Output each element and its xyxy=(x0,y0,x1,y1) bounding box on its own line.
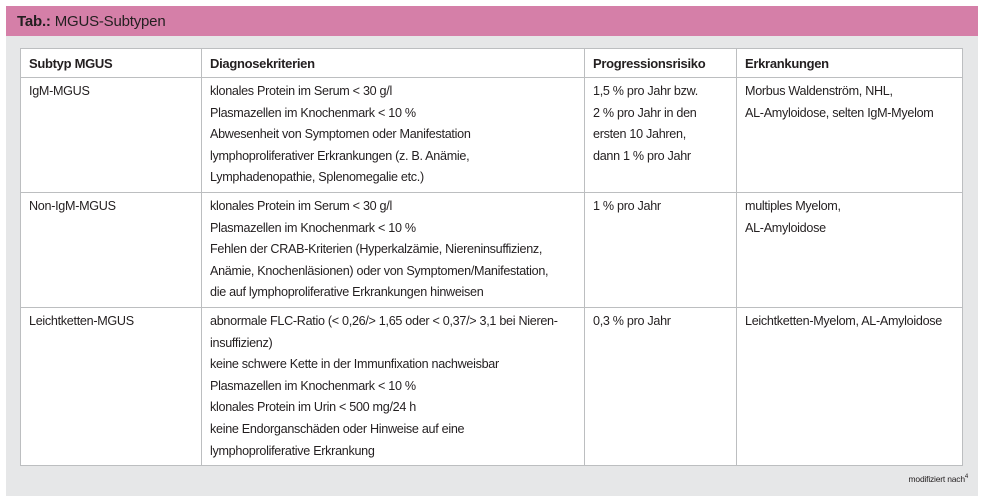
criteria-line: Anämie, Knochenläsionen) oder von Symptomen/Manifestation, xyxy=(210,263,549,278)
table-row xyxy=(21,307,963,465)
criteria-line: Plasmazellen im Knochenmark < 10 % xyxy=(210,378,416,393)
cell-subtype xyxy=(21,78,202,193)
criteria-line: lymphoproliferative Erkrankung xyxy=(210,443,375,458)
source-note-ref: 4 xyxy=(964,474,968,481)
criteria-line: Fehlen der CRAB-Kriterien (Hyperkalzämie, Niereninsuffizienz, xyxy=(210,242,543,257)
criteria-line: lymphoproliferativer Erkrankungen (z. B. Anämie, xyxy=(210,148,470,163)
criteria-line: klonales Protein im Urin < 500 mg/24 h xyxy=(210,400,416,415)
risk-line: 1,5 % pro Jahr bzw. xyxy=(593,84,698,98)
mgus-subtypes-table xyxy=(20,48,963,466)
criteria-line: keine schwere Kette in der Immunfixation nachweisbar xyxy=(210,357,499,372)
criteria-line: die auf lymphoproliferative Erkrankungen hinweisen xyxy=(210,285,484,300)
cell-risk xyxy=(585,192,737,307)
table-title-bar xyxy=(6,6,978,36)
criteria-line: klonales Protein im Serum < 30 g/l xyxy=(210,198,392,213)
subtype-label: Non-IgM-MGUS xyxy=(29,198,116,213)
header-subtype: Subtyp MGUS xyxy=(21,49,202,78)
source-note xyxy=(909,474,968,484)
cell-criteria xyxy=(202,307,585,465)
table-title: MGUS-Subtypen xyxy=(54,12,166,30)
table-panel xyxy=(6,36,978,496)
criteria-line: abnormale FLC-Ratio (< 0,26/> 1,65 oder < 0,37/> 3,1 bei Nieren- xyxy=(210,313,558,328)
table-title-prefix: Tab.: xyxy=(17,12,51,30)
header-criteria: Diagnosekriterien xyxy=(202,49,585,78)
subtype-label: Leichtketten-MGUS xyxy=(29,313,134,328)
cell-diseases xyxy=(737,192,963,307)
criteria-line: Lymphadenopathie, Splenomegalie etc.) xyxy=(210,170,424,185)
cell-diseases xyxy=(737,307,963,465)
risk-line: 1 % pro Jahr xyxy=(593,198,661,213)
header-risk: Progressionsrisiko xyxy=(585,49,737,78)
cell-criteria xyxy=(202,192,585,307)
disease-line: Morbus Waldenström, NHL, xyxy=(745,84,893,98)
cell-risk xyxy=(585,307,737,465)
disease-line: AL-Amyloidose, selten IgM-Myelom xyxy=(745,105,934,120)
criteria-line: insuffizienz) xyxy=(210,335,273,350)
disease-line: Leichtketten-Myelom, AL-Amyloidose xyxy=(745,313,942,328)
criteria-line: Plasmazellen im Knochenmark < 10 % xyxy=(210,220,416,235)
risk-line: 0,3 % pro Jahr xyxy=(593,313,671,328)
risk-line: 2 % pro Jahr in den xyxy=(593,105,697,120)
table-row xyxy=(21,192,963,307)
table-header-row xyxy=(21,49,963,78)
disease-line: multiples Myelom, xyxy=(745,198,841,213)
table-row xyxy=(21,78,963,193)
cell-subtype xyxy=(21,192,202,307)
cell-subtype xyxy=(21,307,202,465)
criteria-line: Abwesenheit von Symptomen oder Manifestation xyxy=(210,127,471,142)
criteria-line: keine Endorganschäden oder Hinweise auf eine xyxy=(210,421,465,436)
disease-line: AL-Amyloidose xyxy=(745,220,826,235)
risk-line: ersten 10 Jahren, xyxy=(593,127,686,142)
cell-diseases xyxy=(737,78,963,193)
criteria-line: klonales Protein im Serum < 30 g/l xyxy=(210,84,392,98)
criteria-line: Plasmazellen im Knochenmark < 10 % xyxy=(210,105,416,120)
source-note-text: modifiziert nach xyxy=(908,474,965,484)
risk-line: dann 1 % pro Jahr xyxy=(593,148,691,163)
subtype-label: IgM-MGUS xyxy=(29,84,90,98)
cell-risk xyxy=(585,78,737,193)
cell-criteria xyxy=(202,78,585,193)
header-diseases: Erkrankungen xyxy=(737,49,963,78)
